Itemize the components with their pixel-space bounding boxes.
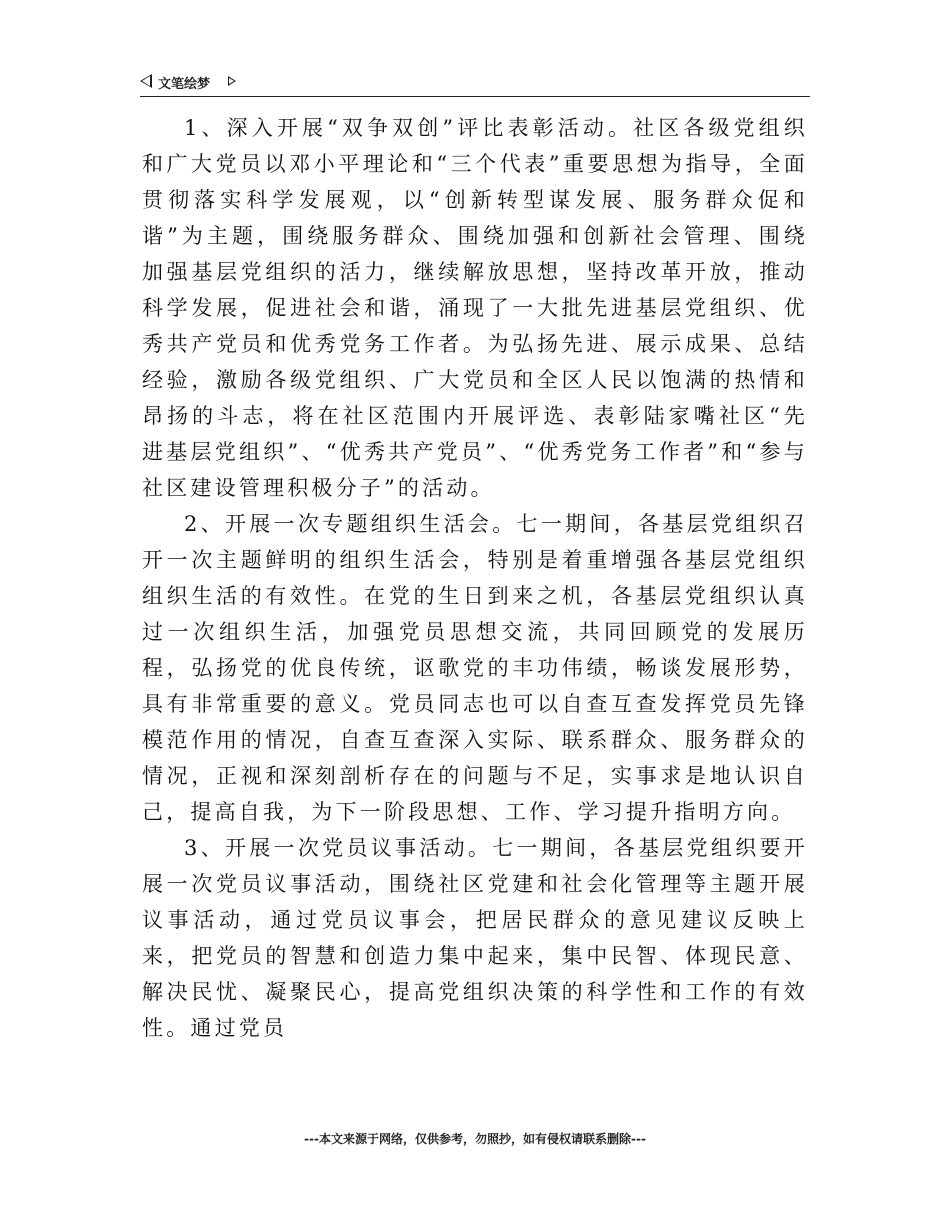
page-header [140, 72, 810, 97]
footer-notice: ---本文来源于网络，仅供参考，勿照抄，如有侵权请联系删除--- [304, 1132, 646, 1146]
paragraph-2: 2、开展一次专题组织生活会。七一期间，各基层党组织召开一次主题鲜明的组织生活会，特别是着重增强各基层党组织组织生活的有效性。在党的生日到来之机，各基层党组织认真过一次组织生活，加强党员思想交流，共同回顾党的发展历程，弘扬党的优良传统，讴歌党的丰功伟绩，畅谈发展形势，具有非常重要的意义。党员同志也可以自查互查发挥党员先锋模范作用的情况，自查互查深入实际、联系群众、服务群众的情况，正视和深刻剖析存在的问题与不足，实事求是地认识自己，提高自我，为下一阶段思想、工作、学习提升指明方向。 [142, 512, 808, 824]
header-brand: 文笔绘梦 [158, 77, 211, 92]
document-body [142, 110, 808, 1046]
triangle-left-icon [140, 74, 152, 88]
paragraph-1: 1、深入开展“双争双创”评比表彰活动。社区各级党组织和广大党员以邓小平理论和“三个代表”重要思想为指导，全面贯彻落实科学发展观，以“创新转型谋发展、服务群众促和谐”为主题，围绕服务群众、围绕加强和创新社会管理、围绕加强基层党组织的活力，继续解放思想，坚持改革开放，推动科学发展，促进社会和谐，涌现了一大批先进基层党组织、优秀共产党员和优秀党务工作者。为弘扬先进、展示成果、总结经验，激励各级党组织、广大党员和全区人民以饱满的热情和昂扬的斗志，将在社区范围内开展评选、表彰陆家嘴社区“先进基层党组织”、“优秀共产党员”、“优秀党务工作者”和“参与社区建设管理积极分子”的活动。 [142, 116, 808, 500]
triangle-right-icon [228, 76, 236, 86]
paragraph-3: 3、开展一次党员议事活动。七一期间，各基层党组织要开展一次党员议事活动，围绕社区党建和社会化管理等主题开展议事活动，通过党员议事会，把居民群众的意见建议反映上来，把党员的智慧和创造力集中起来，集中民智、体现民意、解决民忧、凝聚民心，提高党组织决策的科学性和工作的有效性。通过党员 [142, 836, 808, 1040]
